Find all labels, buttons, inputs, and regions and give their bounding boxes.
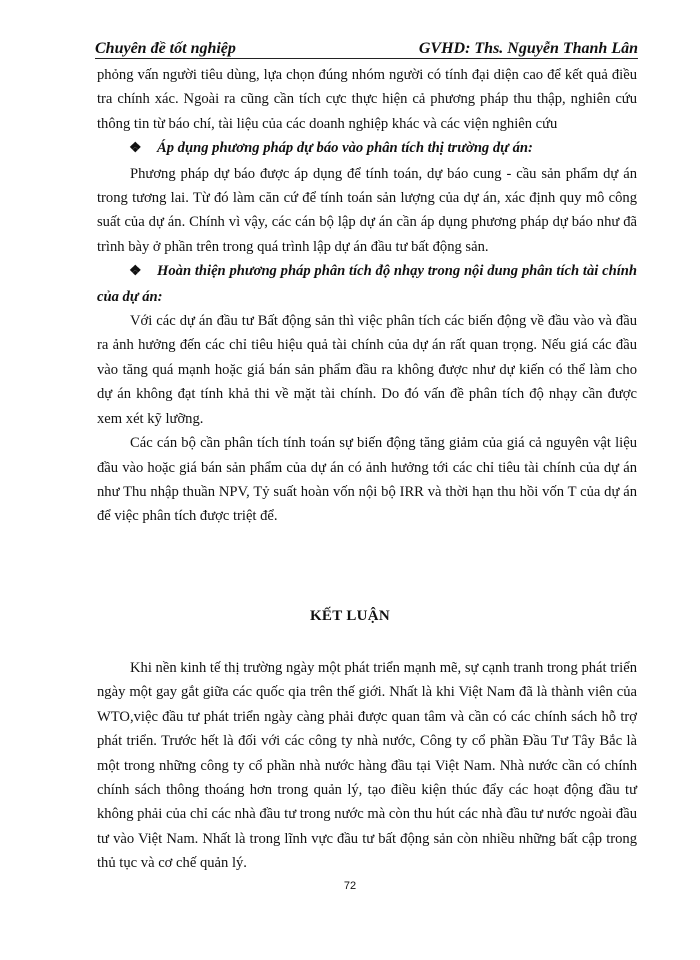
paragraph-sensitivity: Với các dự án đầu tư Bất động sản thì việc phân tích các biến động về đầu vào và đầu ra ảnh hưởng đến các chỉ tiêu hiệu quả tài chính của dự án rất quan trọng. Nếu giá các đầu vào tăng quá mạnh hoặc giá bán sản phẩm đầu ra không được như dự kiến có thể làm cho dự án không đạt tính khả thi về mặt tài chính. Do đó vấn đề phân tích độ nhạy cần được xem xét kỹ lưỡng. (97, 313, 637, 427)
header-advisor: GVHD: Ths. Nguyễn Thanh Lân (418, 40, 638, 57)
section-heading-forecast (97, 136, 637, 161)
section-heading-sensitivity (97, 259, 637, 309)
paragraph-analysis: Các cán bộ cần phân tích tính toán sự biến động tăng giảm của giá cả nguyên vật liệu đầu vào hoặc giá bán sản phẩm của dự án có ảnh hưởng tới các chỉ tiêu tài chính của dự án như Thu nhập thuần NPV, Tỷ suất hoàn vốn nội bộ IRR và thời hạn thu hồi vốn T của dự án để việc phân tích được triệt để. (97, 435, 637, 525)
conclusion-body (97, 656, 637, 876)
page-number: 72 (343, 880, 357, 892)
paragraph-forecast: Phương pháp dự báo được áp dụng để tính toán, dự báo cung - cầu sản phẩm dự án trong tương lai. Từ đó làm căn cứ để tính toán sản lượng của dự án, xác định quy mô công suất của dự án. Chính vì vậy, các cán bộ lập dự án cần áp dụng phương pháp dự báo như đã trình bày ở phần trên trong quá trình lập dự án đầu tư bất động sản. (97, 165, 637, 255)
diamond-bullet-icon: ❖ (129, 141, 142, 157)
body-text (97, 63, 637, 529)
conclusion-title: KẾT LUẬN (309, 608, 391, 624)
page-header (95, 36, 638, 59)
heading-text: Hoàn thiện phương pháp phân tích độ nhạy trong nội dung phân tích tài chính của dự án: (97, 263, 637, 305)
diamond-bullet-icon: ❖ (129, 264, 142, 280)
heading-text: Áp dụng phương pháp dự báo vào phân tích thị trường dự án: (157, 140, 533, 157)
header-title: Chuyên đề tốt nghiệp (95, 40, 236, 57)
conclusion-paragraph: Khi nền kinh tế thị trường ngày một phát triển mạnh mẽ, sự cạnh tranh trong phát triển ngày một gay gắt giữa các quốc qia trên thế giới. Nhất là khi Việt Nam đã là thành viên của WTO,việc đầu tư phát triển ngày càng phải được quan tâm và cần có các chính sách hỗ trợ phát triển. Trước hết là đối với các công ty nhà nước, Công ty cổ phần Đầu Tư Tây Bắc là một trong những công ty cổ phần nhà nước hàng đầu tại Việt Nam. Nhà nước cần có chính chính sách thông thoáng hơn trong quản lý, tạo điều kiện thúc đẩy các hoạt động đầu tư không phải của chỉ các nhà đầu tư trong nước mà còn thu hút các nhà đầu tư nước ngoài đầu tư vào Việt Nam. Nhất là trong lĩnh vực đầu tư bất động sản còn nhiều những bất cập trong thủ tục và cơ chế quản lý. (97, 660, 637, 872)
paragraph-continued: phỏng vấn người tiêu dùng, lựa chọn đúng nhóm người có tính đại diện cao để kết quả điều tra chính xác. Ngoài ra cũng cần tích cực thực hiện cả phương pháp thu thập, nghiên cứu thông tin từ báo chí, tài liệu của các doanh nghiệp khác và các viện nghiên cứu (97, 67, 637, 132)
